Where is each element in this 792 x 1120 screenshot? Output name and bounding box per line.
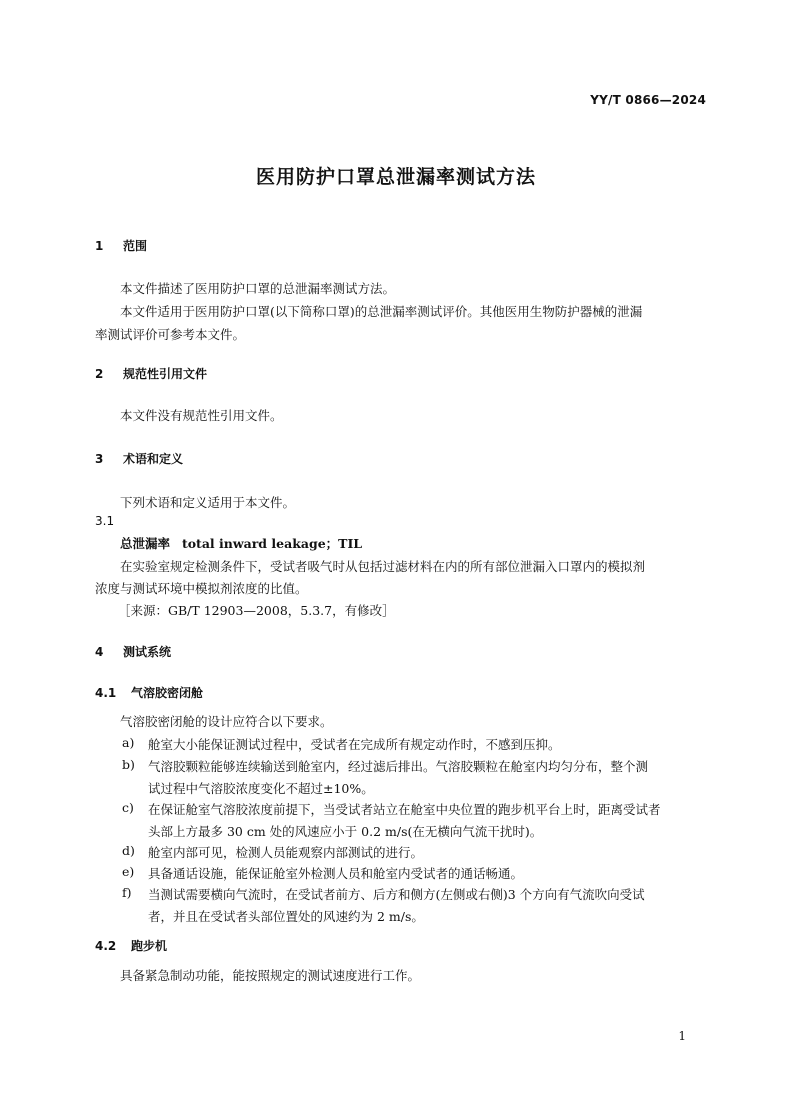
section-4-heading — [95, 643, 171, 660]
list-item-label: e) — [122, 864, 135, 879]
term-english: total inward leakage；TIL — [181, 536, 363, 551]
list-item-label: d) — [122, 843, 135, 858]
section-title: 术语和定义 — [123, 452, 184, 466]
standard-number: YY/T 0866—2024 — [590, 93, 706, 107]
section-number: 1 — [95, 239, 104, 253]
term-number: 3.1 — [95, 514, 115, 528]
definition: 浓度与测试环境中模拟剂浓度的比值。 — [95, 581, 308, 596]
source-note: ［来源：GB/T 12903—2008，5.3.7，有修改］ — [118, 603, 395, 618]
list-item: 具备通话设施，能保证舱室外检测人员和舱室内受试者的通话畅通。 — [148, 866, 524, 881]
list-item-label: c) — [122, 800, 134, 815]
list-item-label: b) — [122, 757, 135, 772]
subsection-4-1-heading — [95, 684, 203, 701]
paragraph: 本文件描述了医用防护口罩的总泄漏率测试方法。 — [120, 281, 396, 296]
paragraph: 本文件没有规范性引用文件。 — [120, 408, 283, 423]
list-item-label: a) — [122, 735, 135, 750]
paragraph: 气溶胶密闭舱的设计应符合以下要求。 — [120, 714, 333, 729]
subsection-number: 4.1 — [95, 686, 117, 700]
term-entry — [120, 534, 362, 552]
list-item: 当测试需要横向气流时，在受试者前方、后方和侧方(左侧或右侧)3 个方向有气流吹向受试 — [148, 887, 645, 902]
subsection-title: 跑步机 — [131, 939, 168, 953]
subsection-title: 气溶胶密闭舱 — [131, 686, 204, 700]
list-item: 舱室内部可见，检测人员能观察内部测试的进行。 — [148, 845, 424, 860]
subsection-number: 4.2 — [95, 939, 117, 953]
paragraph: 下列术语和定义适用于本文件。 — [120, 495, 296, 510]
section-title: 测试系统 — [123, 645, 172, 659]
document-title: 医用防护口罩总泄漏率测试方法 — [255, 166, 536, 188]
list-item: 头部上方最多 30 cm 处的风速应小于 0.2 m/s(在无横向气流干扰时)。 — [148, 824, 543, 839]
section-title: 规范性引用文件 — [123, 367, 208, 381]
list-item: 者，并且在受试者头部位置处的风速约为 2 m/s。 — [148, 909, 424, 924]
list-item: 气溶胶颗粒能够连续输送到舱室内，经过滤后排出。气溶胶颗粒在舱室内均匀分布，整个测 — [148, 759, 649, 774]
paragraph: 率测试评价可参考本文件。 — [95, 327, 246, 342]
section-title: 范围 — [123, 239, 148, 253]
section-3-heading — [95, 450, 183, 467]
section-1-heading — [95, 237, 147, 254]
list-item: 试过程中气溶胶浓度变化不超过±10%。 — [148, 781, 374, 796]
paragraph: 本文件适用于医用防护口罩(以下简称口罩)的总泄漏率测试评价。其他医用生物防护器械的泄漏 — [120, 304, 643, 319]
term-chinese: 总泄漏率 — [120, 536, 171, 551]
section-2-heading — [95, 365, 207, 382]
section-number: 4 — [95, 645, 104, 659]
definition: 在实验室规定检测条件下，受试者吸气时从包括过滤材料在内的所有部位泄漏入口罩内的模拟剂 — [120, 559, 646, 574]
section-number: 2 — [95, 367, 104, 381]
list-item: 在保证舱室气溶胶浓度前提下，当受试者站立在舱室中央位置的跑步机平台上时，距离受试者 — [148, 802, 661, 817]
list-item-label: f) — [122, 885, 132, 900]
page-number: 1 — [678, 1029, 686, 1043]
list-item: 舱室大小能保证测试过程中，受试者在完成所有规定动作时，不感到压抑。 — [148, 737, 561, 752]
section-number: 3 — [95, 452, 104, 466]
paragraph: 具备紧急制动功能，能按照规定的测试速度进行工作。 — [120, 968, 421, 983]
subsection-4-2-heading — [95, 937, 167, 954]
